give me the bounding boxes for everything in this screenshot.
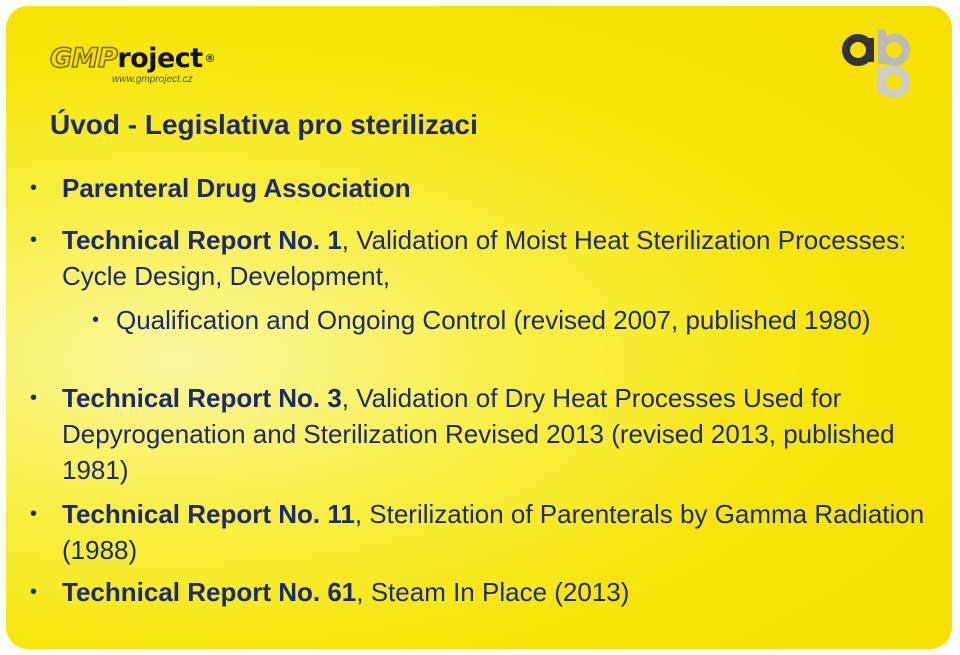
list-item [30, 170, 930, 206]
logo-registered-mark: ® [204, 52, 216, 65]
ab-logo-icon [838, 24, 918, 100]
slide-background [6, 6, 952, 649]
slide-title: Úvod - Legislativa pro sterilizaci [50, 109, 478, 140]
bullet-glyph: • [30, 229, 38, 251]
bullet-glyph: • [92, 309, 100, 331]
bullet-glyph: • [30, 387, 38, 409]
bullet-glyph: • [30, 503, 38, 525]
bullet-text: , Sterilization of Parenterals by Gamma Radiation (1988) [62, 499, 925, 565]
logo-brand-suffix: roject [117, 43, 203, 74]
bullet-glyph: • [30, 177, 38, 199]
bullet-text: , Validation of Moist Heat Sterilization Processes: Cycle Design, Development, [62, 225, 907, 291]
list-item [30, 222, 930, 294]
list-item [30, 496, 930, 568]
bullet-text: Qualification and Ongoing Control (revised 2007, published 1980) [116, 305, 871, 335]
list-item [92, 302, 936, 338]
bullet-bold-text: Technical Report No. 1 [62, 225, 342, 255]
list-item [30, 380, 930, 488]
logo-wordmark [50, 44, 215, 74]
logo-brand-prefix: GMP [50, 43, 118, 74]
list-item [30, 574, 930, 610]
bullet-glyph: • [30, 581, 38, 603]
bullet-text: , Validation of Dry Heat Processes Used for Depyrogenation and Sterilization Revised 2013 (revised 2013, published 1981) [62, 383, 895, 485]
logo-url: www.gmproject.cz [112, 74, 193, 85]
bullet-bold-text: Parenteral Drug Association [62, 173, 411, 203]
bullet-bold-text: Technical Report No. 3 [62, 383, 342, 413]
bullet-bold-text: Technical Report No. 11 [62, 499, 355, 529]
bullet-bold-text: Technical Report No. 61 [62, 577, 357, 607]
bullet-text: , Steam In Place (2013) [356, 577, 630, 607]
gmproject-logo [50, 44, 215, 85]
